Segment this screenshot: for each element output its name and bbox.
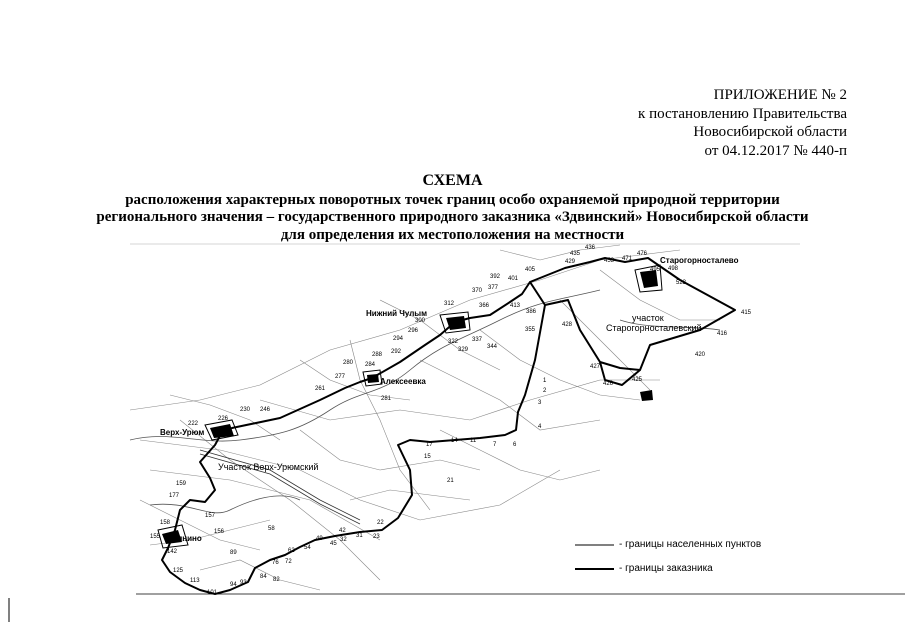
point-label-72: 72 — [285, 559, 292, 565]
point-label-94: 94 — [230, 582, 237, 588]
point-label-49: 49 — [316, 536, 323, 542]
point-label-142: 142 — [167, 549, 178, 555]
point-label-54: 54 — [304, 545, 311, 551]
point-label-436: 436 — [585, 245, 596, 251]
point-label-84: 84 — [260, 574, 267, 580]
sector-staro-label-1: участок — [632, 313, 664, 323]
resolution-ref: к постановлению Правительства — [638, 105, 847, 122]
appendix-label: ПРИЛОЖЕНИЕ № 2 — [713, 87, 847, 103]
sector-staro-label-2: Старогорносталевский — [606, 323, 702, 333]
point-label-158: 158 — [160, 520, 171, 526]
place-nizhniy-chulym: Нижний Чулым — [366, 309, 428, 318]
point-label-300: 300 — [415, 318, 426, 324]
point-label-155: 155 — [150, 534, 161, 540]
region-name: Новосибирской области — [693, 124, 847, 140]
point-label-435: 435 — [570, 251, 581, 257]
point-label-22: 22 — [377, 520, 384, 526]
point-label-177: 177 — [169, 493, 180, 499]
point-label-261: 261 — [315, 386, 326, 392]
point-label-428: 428 — [562, 322, 573, 328]
point-label-344: 344 — [487, 344, 498, 350]
point-label-157: 157 — [205, 513, 216, 519]
point-label-420: 420 — [695, 352, 706, 358]
point-label-277: 277 — [335, 374, 346, 380]
point-label-45: 45 — [330, 541, 337, 547]
point-label-3: 3 — [538, 400, 542, 406]
point-label-62: 62 — [288, 548, 295, 554]
point-label-58: 58 — [268, 526, 275, 532]
point-label-296: 296 — [408, 328, 419, 334]
point-label-93: 93 — [240, 580, 247, 586]
point-label-82: 82 — [273, 577, 280, 583]
point-label-89: 89 — [230, 550, 237, 556]
title-scheme: СХЕМА — [422, 172, 483, 189]
point-label-21: 21 — [447, 478, 454, 484]
point-label-2: 2 — [543, 388, 547, 394]
title-line-2: расположения характерных поворотных точек границ особо охраняемой природной территории — [125, 191, 780, 208]
point-label-415: 415 — [741, 310, 752, 316]
point-label-366: 366 — [479, 303, 490, 309]
point-label-292: 292 — [391, 349, 402, 355]
point-label-322: 322 — [448, 339, 459, 345]
point-label-14: 14 — [451, 438, 458, 444]
point-label-329: 329 — [458, 347, 469, 353]
point-label-471: 471 — [622, 256, 633, 262]
point-label-386: 386 — [526, 309, 537, 315]
place-verkh-urum: Верх-Урюм — [160, 428, 205, 437]
point-label-6: 6 — [513, 442, 517, 448]
point-label-222: 222 — [188, 421, 199, 427]
point-label-17: 17 — [426, 442, 433, 448]
point-label-425: 425 — [632, 377, 643, 383]
point-label-288: 288 — [372, 352, 383, 358]
point-label-427: 427 — [590, 364, 601, 370]
point-label-4: 4 — [538, 424, 542, 430]
point-label-429: 429 — [565, 259, 576, 265]
point-label-312: 312 — [444, 301, 455, 307]
point-label-280: 280 — [343, 360, 354, 366]
point-label-32: 32 — [340, 537, 347, 543]
point-label-159: 159 — [176, 481, 187, 487]
point-label-370: 370 — [472, 288, 483, 294]
place-starogornostalevo: Старогорносталево — [660, 256, 739, 265]
title-line-4: для определения их местоположения на местности — [280, 226, 625, 243]
point-label-101: 101 — [207, 590, 218, 596]
point-label-392: 392 — [490, 274, 501, 280]
title-line-3: регионального значения – государственного природного заказника «Здвинский» Новосибирской области — [96, 209, 809, 225]
point-label-426: 426 — [603, 381, 614, 387]
place-alekseevka: Алексеевка — [380, 377, 426, 386]
point-label-7: 7 — [493, 442, 497, 448]
legend-reserve: - границы заказника — [619, 563, 713, 574]
point-label-498: 498 — [668, 266, 679, 272]
point-label-294: 294 — [393, 336, 404, 342]
point-label-125: 125 — [173, 568, 184, 574]
point-label-416: 416 — [717, 331, 728, 337]
point-label-476: 476 — [637, 251, 648, 257]
settlement-boundaries — [158, 265, 662, 548]
point-label-156: 156 — [214, 529, 225, 535]
point-label-76: 76 — [272, 560, 279, 566]
point-label-355: 355 — [525, 327, 536, 333]
point-label-337: 337 — [472, 337, 483, 343]
point-label-1: 1 — [543, 378, 547, 384]
point-label-230: 230 — [240, 407, 251, 413]
point-label-495: 495 — [650, 267, 661, 273]
point-label-284: 284 — [365, 362, 376, 368]
point-label-11: 11 — [470, 438, 477, 444]
point-label-15: 15 — [424, 454, 431, 460]
point-label-113: 113 — [190, 578, 200, 584]
point-label-42: 42 — [339, 528, 346, 534]
resolution-date: от 04.12.2017 № 440-п — [704, 142, 847, 159]
point-label-405: 405 — [525, 267, 536, 273]
point-label-31: 31 — [356, 533, 363, 539]
point-label-413: 413 — [510, 303, 521, 309]
point-label-23: 23 — [373, 534, 380, 540]
place-lyanino: Лянино — [172, 534, 202, 543]
point-label-401: 401 — [508, 276, 519, 282]
point-label-281: 281 — [381, 396, 392, 402]
sector-verkh-urum-label: Участок Верх-Урюмский — [218, 462, 319, 472]
point-label-226: 226 — [218, 416, 229, 422]
legend-settlements: - границы населенных пунктов — [619, 539, 762, 550]
point-label-523: 523 — [676, 280, 687, 286]
point-label-377: 377 — [488, 285, 499, 291]
point-label-453: 453 — [604, 258, 615, 264]
point-label-246: 246 — [260, 407, 271, 413]
